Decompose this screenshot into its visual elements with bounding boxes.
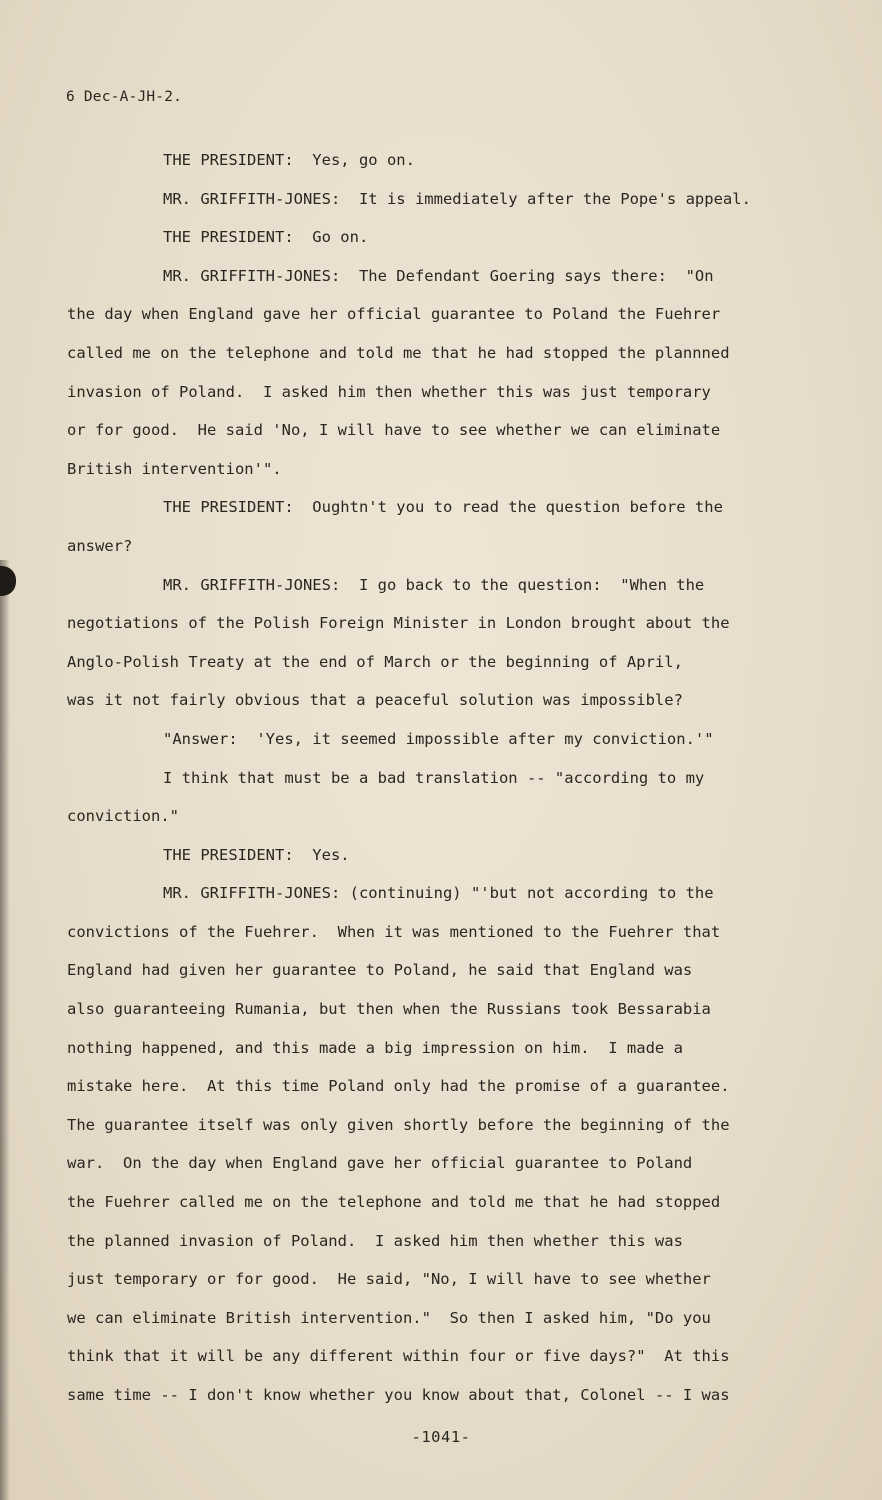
page-left-edge-shadow [0, 560, 10, 1500]
transcript-line: "Answer: 'Yes, it seemed impossible after my conviction.'" [163, 729, 714, 748]
transcript-line: same time -- I don't know whether you know about that, Colonel -- I was [67, 1386, 730, 1404]
transcript-line: England had given her guarantee to Poland, he said that England was [67, 961, 693, 980]
transcript-line: mistake here. At this time Poland only had the promise of a guarantee. [67, 1077, 730, 1096]
transcript-body [67, 141, 787, 1415]
transcript-line: invasion of Poland. I asked him then whether this was just temporary [67, 382, 711, 401]
transcript-line: MR. GRIFFITH-JONES: (continuing) "'but not according to the [163, 884, 714, 903]
transcript-line: THE PRESIDENT: Oughtn't you to read the question before the [163, 498, 723, 517]
transcript-line: the planned invasion of Poland. I asked him then whether this was [67, 1231, 683, 1250]
document-header: 6 Dec-A-JH-2. [66, 89, 183, 105]
transcript-line: we can eliminate British intervention." So then I asked him, "Do you [67, 1308, 711, 1327]
transcript-line: MR. GRIFFITH-JONES: I go back to the question: "When the [163, 575, 705, 594]
transcript-line: or for good. He said 'No, I will have to see whether we can eliminate [67, 421, 721, 440]
transcript-line: convictions of the Fuehrer. When it was mentioned to the Fuehrer that [67, 922, 721, 941]
transcript-line: British intervention'". [67, 459, 282, 478]
transcript-line: THE PRESIDENT: Yes. [163, 845, 350, 864]
transcript-line: the Fuehrer called me on the telephone and told me that he had stopped [67, 1193, 721, 1212]
transcript-line: was it not fairly obvious that a peaceful solution was impossible? [67, 691, 683, 710]
transcript-line: Anglo-Polish Treaty at the end of March or the beginning of April, [67, 652, 683, 671]
transcript-line: the day when England gave her official guarantee to Poland the Fuehrer [67, 305, 721, 324]
transcript-line: called me on the telephone and told me that he had stopped the plannned [67, 343, 730, 362]
transcript-line: The guarantee itself was only given shortly before the beginning of the [67, 1115, 730, 1134]
transcript-line: THE PRESIDENT: Yes, go on. [163, 151, 415, 169]
transcript-line: MR. GRIFFITH-JONES: The Defendant Goering says there: "On [163, 266, 714, 285]
transcript-line: MR. GRIFFITH-JONES: It is immediately after the Pope's appeal. [163, 189, 751, 208]
transcript-line: just temporary or for good. He said, "No, I will have to see whether [67, 1270, 711, 1289]
transcript-line: war. On the day when England gave her official guarantee to Poland [67, 1154, 693, 1173]
transcript-line: THE PRESIDENT: Go on. [163, 228, 369, 247]
transcript-line: conviction." [67, 807, 179, 826]
transcript-line: also guaranteeing Rumania, but then when the Russians took Bessarabia [67, 1000, 711, 1019]
transcript-line: negotiations of the Polish Foreign Minister in London brought about the [67, 614, 730, 633]
transcript-line: answer? [67, 536, 133, 555]
transcript-line: think that it will be any different within four or five days?" At this [67, 1347, 730, 1366]
transcript-line: nothing happened, and this made a big impression on him. I made a [67, 1038, 683, 1057]
transcript-line: I think that must be a bad translation -- "according to my [163, 768, 705, 787]
binding-hole [0, 566, 16, 596]
page-number: -1041- [411, 1428, 471, 1446]
